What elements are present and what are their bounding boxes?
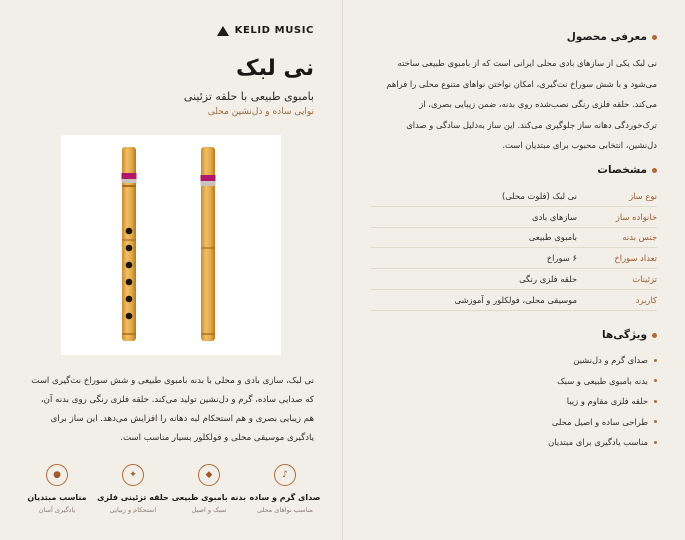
spec-value: حلقه فلزی رنگی: [519, 274, 577, 285]
feature-card-title: صدای گرم و ساده: [249, 493, 321, 502]
student-icon: ●: [46, 464, 68, 486]
bullet-icon: [654, 359, 657, 362]
spec-key: تعداد سوراخ: [614, 253, 657, 264]
feature-card-title: حلقه تزئینی فلزی: [97, 493, 169, 502]
feature-card: [20, 464, 94, 524]
table-row: [371, 290, 657, 311]
table-row: [371, 207, 657, 228]
list-item-label: صدای گرم و دل‌نشین: [573, 355, 648, 366]
table-row: [371, 228, 657, 249]
brand-name: KELID MUSIC: [234, 25, 314, 36]
features-heading: [602, 329, 657, 341]
spec-key: کاربرد: [635, 294, 657, 305]
spec-value: نی لبک (فلوت محلی): [501, 190, 577, 201]
flute-back-view: [200, 147, 216, 341]
intro-text: نی لبک یکی از سازهای بادی محلی ایرانی است که از بامبوی طبیعی ساخته می‌شود و با شش سوراخ نت‌گیری، امکان نواختن نواهای متنوع محلی را فراهم می‌کند. حلقه فلزی رنگی نصب‌شده روی بدنه، ضمن زیبایی بصری، از ترک‌خوردگی دهانه ساز جلوگیری می‌کند. این ساز به‌دلیل سادگی و صدای دل‌نشین، انتخابی محبوب برای مبتدیان است.: [386, 58, 657, 150]
product-title: نی لبک: [236, 56, 314, 81]
spec-value: موسیقی محلی، فولکلور و آموزشی: [454, 294, 577, 305]
list-item: [371, 412, 657, 433]
feature-card: [96, 464, 170, 524]
bullet-icon: [654, 400, 657, 403]
leaf-icon: ◆: [198, 464, 220, 486]
feature-icons-row: [20, 464, 322, 524]
product-panel: [0, 0, 342, 540]
feature-card-title: بدنه بامبوی طبیعی: [171, 493, 246, 502]
heading-dot-icon: [652, 168, 657, 173]
details-panel: [343, 0, 685, 540]
brand: [217, 25, 314, 36]
list-item-label: مناسب یادگیری برای مبتدیان: [548, 437, 648, 448]
list-item: [371, 432, 657, 453]
spec-value: بامبوی طبیعی: [528, 232, 577, 243]
spec-value: سازهای بادی: [532, 211, 577, 222]
feature-card: [172, 464, 246, 524]
intro-heading-label: معرفی محصول: [566, 31, 647, 43]
list-item-label: طراحی ساده و اصیل محلی: [551, 416, 648, 427]
sparkle-icon: ✦: [122, 464, 144, 486]
feature-card-title: مناسب مبتدیان: [27, 493, 87, 502]
list-item: [371, 350, 657, 371]
triangle-logo-icon: [217, 26, 229, 36]
feature-card: [248, 464, 322, 524]
flute-front-view: [121, 147, 137, 341]
table-row: [371, 186, 657, 207]
list-item-label: بدنه بامبوی طبیعی و سبک: [557, 375, 648, 386]
list-item-label: حلقه فلزی مقاوم و زیبا: [566, 396, 648, 407]
bullet-icon: [654, 441, 657, 444]
features-list: [371, 350, 657, 453]
list-item: [371, 371, 657, 392]
product-subtitle: بامبوی طبیعی با حلقه تزئینی: [183, 90, 314, 103]
product-description: نی لبک، سازی بادی و محلی با بدنه بامبوی طبیعی و شش سوراخ نت‌گیری است که صدایی ساده، گرم و دل‌نشین تولید می‌کند. حلقه فلزی رنگی روی بدنه آن، هم زیبایی بصری و هم استحکام لبه دهانه را افزایش می‌دهد. این ساز برای یادگیری موسیقی محلی و فولکلور بسیار مناسب است.: [31, 376, 314, 443]
table-row: [371, 269, 657, 290]
spec-value: ۶ سوراخ: [546, 253, 577, 264]
flute-image: [61, 135, 281, 355]
product-tagline: نوایی ساده و دل‌نشین محلی: [207, 107, 314, 117]
spec-key: تزئینات: [632, 274, 657, 285]
bullet-icon: [654, 420, 657, 423]
intro-heading: [567, 31, 657, 43]
feature-card-sub: یادگیری آسان: [38, 506, 76, 514]
list-item: [371, 391, 657, 412]
table-row: [371, 248, 657, 269]
features-heading-label: ویژگی‌ها: [602, 329, 647, 341]
heading-dot-icon: [652, 333, 657, 338]
feature-card-sub: استحکام و زیبایی: [109, 506, 157, 514]
bullet-icon: [654, 379, 657, 382]
music-note-icon: ♪: [274, 464, 296, 486]
specs-table: [371, 186, 657, 311]
specs-heading-label: مشخصات: [597, 164, 647, 176]
feature-card-sub: مناسب نواهای محلی: [256, 506, 314, 514]
spec-key: نوع ساز: [629, 190, 657, 201]
feature-card-sub: سبک و اصیل: [191, 506, 227, 514]
specs-heading: [597, 164, 657, 176]
spec-key: جنس بدنه: [622, 232, 657, 243]
spec-key: خانواده ساز: [615, 211, 657, 222]
heading-dot-icon: [652, 35, 657, 40]
